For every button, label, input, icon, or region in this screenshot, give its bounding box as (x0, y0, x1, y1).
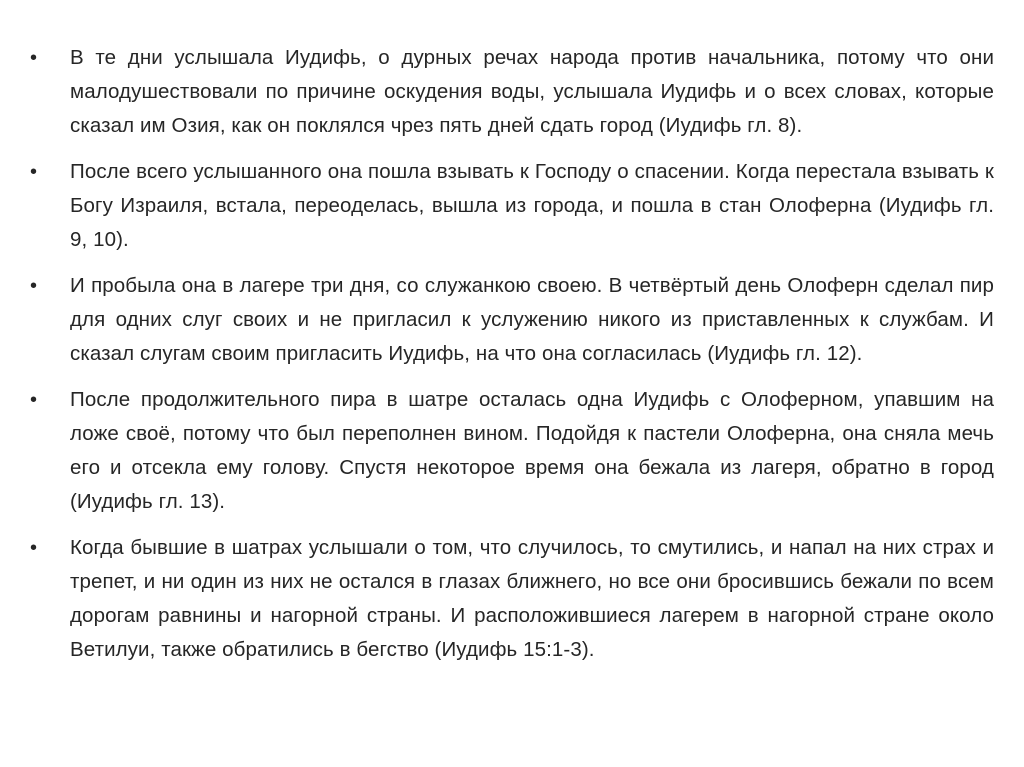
bullet-text: Когда бывшие в шатрах услышали о том, что случилось, то смутились, и напал на них страх и трепет, и ни один из них не остался в глазах ближнего, но все они бросившись бежали по всем дорогам равнины и нагорной страны. И расположившиеся лагерем в нагорной стране около Ветилуи, также обратились в бегство (Иудифь 15:1-3). (70, 536, 994, 661)
bullet-text: После продолжительного пира в шатре осталась одна Иудифь с Олоферном, упавшим на ложе своё, потому что был переполнен вином. Подойдя к пастели Олоферна, она сняла мечь его и отсекла ему голову. Спустя некоторое время она бежала из лагеря, обратно в город (Иудифь гл. 13). (70, 388, 994, 513)
bullet-text: И пробыла она в лагере три дня, со служанкою своею. В четвёртый день Олоферн сделал пир для одних слуг своих и не пригласил к услужению никого из приставленных к службам. И сказал слугам своим пригласить Иудифь, на что она согласилась (Иудифь гл. 12). (70, 274, 994, 365)
bullet-list (30, 41, 994, 679)
bullet-marker: • (30, 161, 38, 183)
bullet-marker: • (30, 47, 38, 69)
bullet-marker: • (30, 537, 38, 559)
bullet-text: После всего услышанного она пошла взывать к Господу о спасении. Когда перестала взывать к Богу Израиля, встала, переоделась, вышла из города, и пошла в стан Олоферна (Иудифь гл. 9, 10). (70, 160, 994, 251)
bullet-marker: • (30, 275, 38, 297)
bullet-item-4 (30, 383, 994, 519)
bullet-text: В те дни услышала Иудифь, о дурных речах народа против начальника, потому что они малодушествовали по причине оскудения воды, услышала Иудифь и о всех словах, которые сказал им Озия, как он поклялся чрез пять дней сдать город (Иудифь гл. 8). (70, 46, 994, 137)
bullet-item-2 (30, 155, 994, 257)
bullet-item-3 (30, 269, 994, 371)
bullet-marker: • (30, 389, 38, 411)
bullet-item-5 (30, 531, 994, 667)
bullet-item-1 (30, 41, 994, 143)
